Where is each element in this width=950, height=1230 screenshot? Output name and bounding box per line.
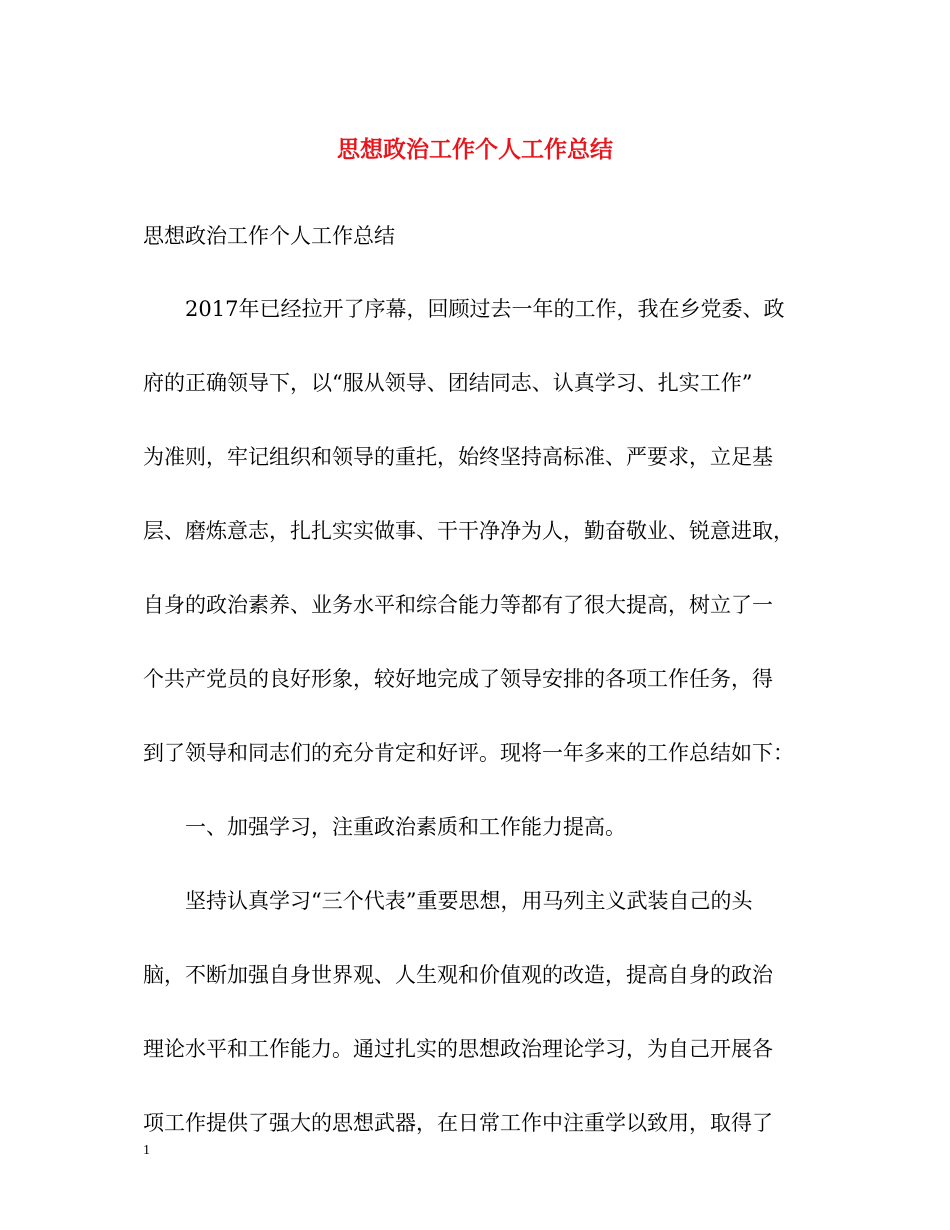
body-line: 层、磨炼意志，扎扎实实做事、干干净净为人，勤奋敬业、锐意进取， — [143, 519, 794, 543]
body-line: 个共产党员的良好形象，较好地完成了领导安排的各项工作任务，得 — [143, 667, 773, 691]
body-line: 坚持认真学习“三个代表”重要思想，用马列主义武装自己的头 — [143, 889, 753, 913]
page-number: 1 — [143, 1143, 150, 1158]
body-line: 项工作提供了强大的思想武器，在日常工作中注重学以致用，取得了 — [143, 1111, 773, 1135]
document-title: 思想政治工作个人工作总结 — [337, 136, 613, 163]
body-line: 2017年已经拉开了序幕，回顾过去一年的工作，我在乡党委、政 — [143, 297, 785, 321]
body-line: 自身的政治素养、业务水平和综合能力等都有了很大提高，树立了一 — [143, 593, 773, 617]
document-subtitle: 思想政治工作个人工作总结 — [143, 224, 395, 248]
body-line: 脑，不断加强自身世界观、人生观和价值观的改造，提高自身的政治 — [143, 963, 773, 987]
body-line: 理论水平和工作能力。通过扎实的思想政治理论学习，为自己开展各 — [143, 1037, 773, 1061]
body-line: 府的正确领导下，以“服从领导、团结同志、认真学习、扎实工作” — [143, 371, 753, 395]
section-heading: 一、加强学习，注重政治素质和工作能力提高。 — [143, 815, 626, 839]
body-line: 到了领导和同志们的充分肯定和好评。现将一年多来的工作总结如下： — [143, 741, 794, 765]
body-line: 为准则，牢记组织和领导的重托，始终坚持高标准、严要求，立足基 — [143, 445, 773, 469]
